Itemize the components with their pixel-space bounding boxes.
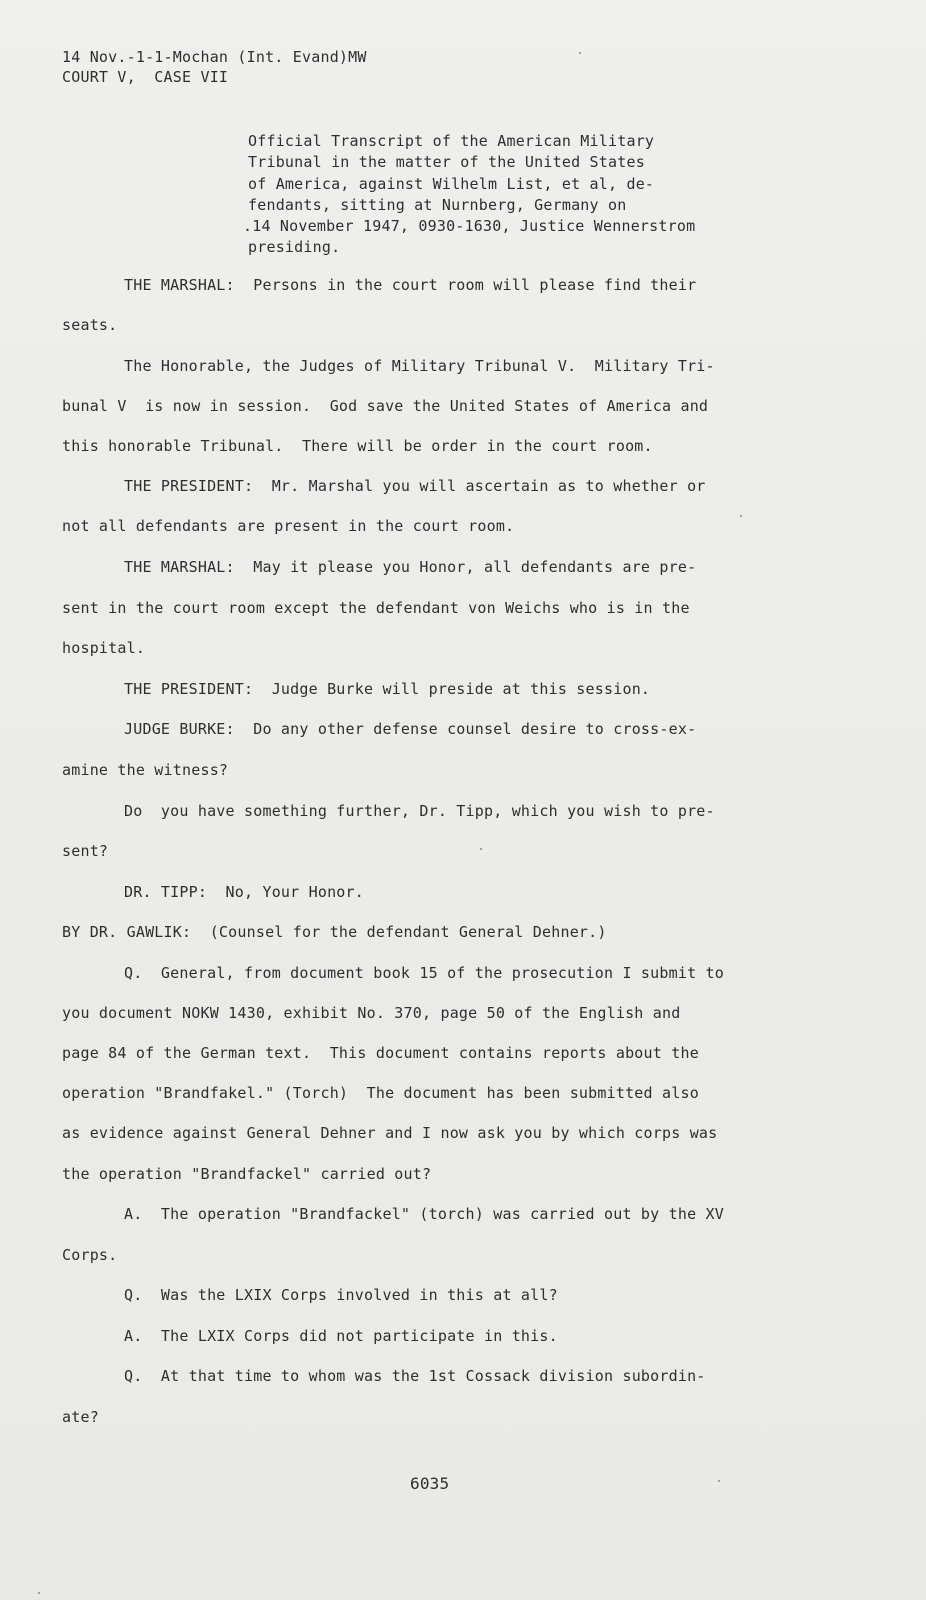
transcript-line: you document NOKW 1430, exhibit No. 370, page 50 of the English and — [62, 1004, 681, 1022]
transcript-line: seats. — [62, 316, 118, 334]
transcript-line: ate? — [62, 1408, 99, 1426]
transcript-line: DR. TIPP: No, Your Honor. — [124, 883, 364, 901]
transcript-line: JUDGE BURKE: Do any other defense counsel desire to cross-ex- — [124, 720, 697, 738]
intro-line: Official Transcript of the American Military — [248, 132, 655, 150]
transcript-line: Do you have something further, Dr. Tipp, which you wish to pre- — [124, 802, 715, 820]
intro-line: fendants, sitting at Nurnberg, Germany on — [248, 196, 627, 214]
transcript-line: Q. Was the LXIX Corps involved in this at all? — [124, 1286, 558, 1304]
transcript-line: THE MARSHAL: May it please you Honor, all defendants are pre- — [124, 558, 697, 576]
page-number: 6035 — [410, 1474, 450, 1493]
transcript-line: Corps. — [62, 1246, 118, 1264]
transcript-line: page 84 of the German text. This document contains reports about the — [62, 1044, 699, 1062]
transcript-line: A. The operation "Brandfackel" (torch) was carried out by the XV — [124, 1205, 724, 1223]
transcript-line: sent in the court room except the defendant von Weichs who is in the — [62, 599, 690, 617]
paper-speck — [718, 1480, 720, 1482]
header-line-1: 14 Nov.-1-1-Mochan (Int. Evand)MW — [62, 48, 367, 66]
transcript-line: hospital. — [62, 639, 146, 657]
transcript-line: BY DR. GAWLIK: (Counsel for the defendant General Dehner.) — [62, 923, 607, 941]
paper-speck — [38, 1592, 40, 1594]
transcript-line: THE MARSHAL: Persons in the court room will please find their — [124, 276, 697, 294]
transcript-line: The Honorable, the Judges of Military Tribunal V. Military Tri- — [124, 357, 715, 375]
transcript-line: the operation "Brandfackel" carried out? — [62, 1165, 432, 1183]
paper-speck — [579, 52, 581, 54]
transcript-line: amine the witness? — [62, 761, 229, 779]
intro-line: presiding. — [248, 238, 341, 256]
transcript-line: THE PRESIDENT: Mr. Marshal you will ascertain as to whether or — [124, 477, 706, 495]
intro-line: .14 November 1947, 0930-1630, Justice Wennerstrom — [243, 217, 696, 235]
transcript-line: THE PRESIDENT: Judge Burke will preside at this session. — [124, 680, 651, 698]
transcript-line: A. The LXIX Corps did not participate in this. — [124, 1327, 558, 1345]
intro-line: Tribunal in the matter of the United States — [248, 153, 645, 171]
transcript-line: operation "Brandfakel." (Torch) The document has been submitted also — [62, 1084, 699, 1102]
header-line-2: COURT V, CASE VII — [62, 68, 229, 86]
transcript-line: sent? — [62, 842, 109, 860]
paper-speck — [740, 515, 742, 517]
transcript-line: Q. At that time to whom was the 1st Cossack division subordin- — [124, 1367, 706, 1385]
transcript-line: Q. General, from document book 15 of the prosecution I submit to — [124, 964, 724, 982]
intro-line: of America, against Wilhelm List, et al, de- — [248, 175, 655, 193]
transcript-line: bunal V is now in session. God save the United States of America and — [62, 397, 709, 415]
transcript-line: as evidence against General Dehner and I now ask you by which corps was — [62, 1124, 718, 1142]
transcript-line: this honorable Tribunal. There will be order in the court room. — [62, 437, 653, 455]
paper-speck — [480, 848, 482, 850]
transcript-line: not all defendants are present in the court room. — [62, 517, 515, 535]
